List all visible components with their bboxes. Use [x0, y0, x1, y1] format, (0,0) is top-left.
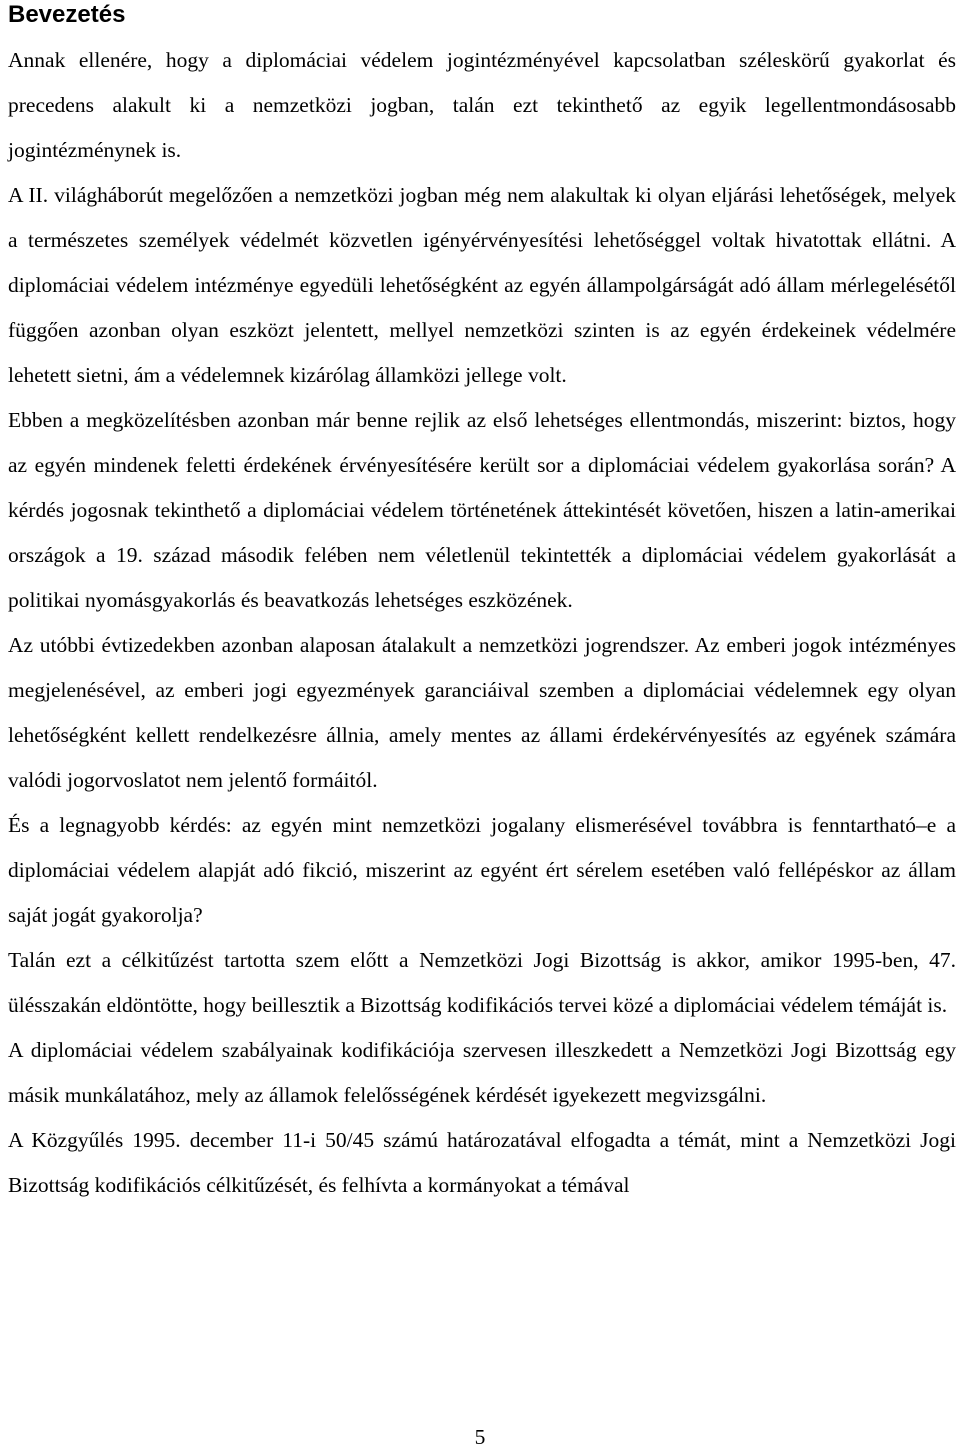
paragraph-intro: Annak ellenére, hogy a diplomáciai védelem jogintézményével kapcsolatban széleskörű gyakorlat és precedens alakult ki a nemzetközi jogban, talán ezt tekinthető az egyik legellentmondásosabb jogintézménynek is. — [8, 48, 956, 162]
paragraph-contradiction: Ebben a megközelítésben azonban már benne rejlik az első lehetséges ellentmondás, miszerint: biztos, hogy az egyén mindenek feletti érdekének érvényesítésére került sor a diplomáciai védelem gyakorlása során? A kérdés jogosnak tekinthető a diplomáciai védelem történetének áttekintését követően, hiszen a latin-amerikai országok a 19. század második felében nem véletlenül tekintették a diplomáciai védelem gyakorlását a politikai nyomásgyakorlás és beavatkozás lehetséges eszközének. — [8, 408, 956, 612]
paragraph-codification: A diplomáciai védelem szabályainak kodifikációja szervesen illeszkedett a Nemzetközi Jogi Bizottság egy másik munkálatához, mely az államok felelősségének kérdését igyekezett megvizsgálni. — [8, 1038, 956, 1107]
paragraph-general-assembly: A Közgyűlés 1995. december 11-i 50/45 számú határozatával elfogadta a témát, mint a Nemzetközi Jogi Bizottság kodifikációs célkitűzését, és felhívta a kormányokat a témával — [8, 1128, 956, 1197]
section-heading: Bevezetés — [8, 1, 126, 28]
paragraph-human-rights: Az utóbbi évtizedekben azonban alaposan átalakult a nemzetközi jogrendszer. Az emberi jogok intézményes megjelenésével, az emberi jogi egyezmények garanciáival szemben a diplomáciai védelemnek egy olyan lehetőségként kellett rendelkezésre állnia, amely mentes az állami érdekérvényesítés az egyének számára valódi jogorvoslatot nem jelentő formáitól. — [8, 633, 956, 792]
paragraph-world-war: A II. világháborút megelőzően a nemzetközi jogban még nem alakultak ki olyan eljárási lehetőségek, melyek a természetes személyek védelmét közvetlen igényérvényesítési lehetőséggel voltak hivatottak ellátni. A diplomáciai védelem intézménye egyedüli lehetőségként az egyén állampolgárságát adó állam mérlegelésétől függően azonban olyan eszközt jelentett, mellyel nemzetközi szinten is az egyén érdekeinek védelmére lehetett sietni, ám a védelemnek kizárólag államközi jellege volt. — [8, 183, 956, 387]
page-number: 5 — [474, 1425, 486, 1449]
paragraph-main-question: És a legnagyobb kérdés: az egyén mint nemzetközi jogalany elismerésével továbbra is fenntartható–e a diplomáciai védelem alapját adó fikció, miszerint az egyént ért sérelem esetében való fellépéskor az állam saját jogát gyakorolja? — [8, 813, 956, 927]
paragraph-ilc-1995: Talán ezt a célkitűzést tartotta szem előtt a Nemzetközi Jogi Bizottság is akkor, amikor 1995-ben, 47. ülésszakán eldöntötte, hogy beillesztik a Bizottság kodifikációs tervei közé a diplomáciai védelem témáját is. — [8, 948, 956, 1017]
document-page — [8, 0, 956, 1208]
